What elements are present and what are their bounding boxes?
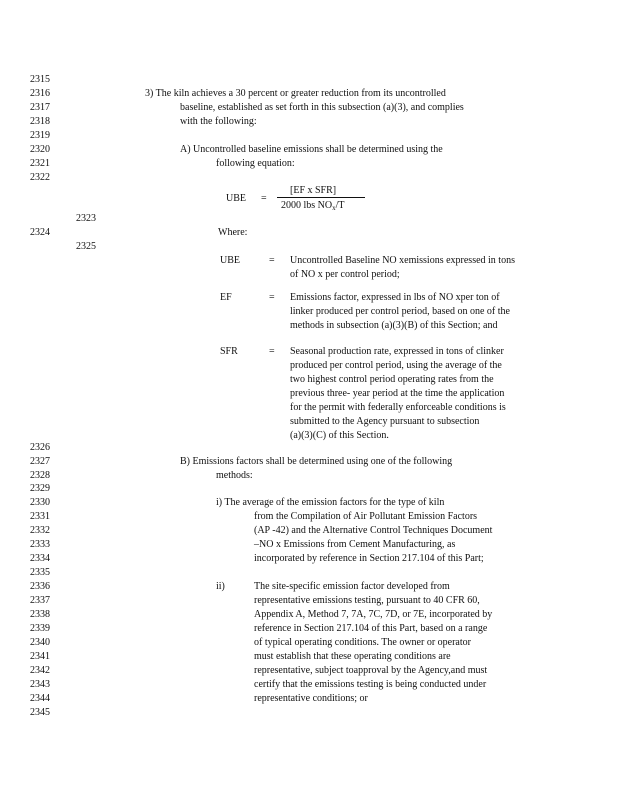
item-b-i-line: i) The average of the emission factors for the type of kiln: [216, 497, 445, 508]
item-b-i-line: from the Compilation of Air Pollutant Emission Factors: [254, 511, 478, 522]
line-number: 2345: [30, 707, 50, 718]
line-number: 2327: [30, 456, 50, 467]
line-number: 2341: [30, 651, 50, 662]
item-b-ii-line: representative, subject toapproval by the Agency,and must: [254, 665, 488, 676]
line-number: 2319: [30, 130, 50, 141]
item-b-ii-label: ii): [216, 581, 225, 592]
definition-equals: =: [269, 255, 275, 266]
item-3-line: baseline, established as set forth in this subsection (a)(3), and complies: [180, 102, 464, 113]
line-number: 2316: [30, 88, 50, 99]
item-b-line: B) Emissions factors shall be determined using one of the following: [180, 456, 453, 467]
definition-line: Seasonal production rate, expressed in tons of clinker: [290, 346, 504, 357]
item-a-line: A) Uncontrolled baseline emissions shall be determined using the: [180, 144, 443, 155]
line-number: 2321: [30, 158, 50, 169]
definition-line: submitted to the Agency pursuant to subsection: [290, 416, 480, 427]
item-b-ii-line: representative conditions; or: [254, 693, 368, 704]
line-number: 2342: [30, 665, 50, 676]
line-number: 2335: [30, 567, 50, 578]
item-a-line: following equation:: [216, 158, 295, 169]
definition-line: previous three- year period at the time the application: [290, 388, 505, 399]
definition-line: methods in subsection (a)(3)(B) of this Section; and: [290, 320, 498, 331]
line-number: 2315: [30, 74, 50, 85]
definition-equals: =: [269, 292, 275, 303]
item-b-ii-line: must establish that these operating conditions are: [254, 651, 451, 662]
item-b-ii-line: representative emissions testing, pursuant to 40 CFR 60,: [254, 595, 480, 606]
item-b-i-line: –NO x Emissions from Cement Manufacturing, as: [254, 539, 456, 550]
definition-term: UBE: [220, 255, 240, 266]
item-b-ii-line: reference in Section 217.104 of this Part, based on a range: [254, 623, 488, 634]
item-b-line: methods:: [216, 470, 253, 481]
equation-equals: =: [261, 193, 267, 204]
item-b-i-line: incorporated by reference in Section 217.104 of this Part;: [254, 553, 484, 564]
equation-denominator: 2000 lbs $NO_x/T$: [281, 200, 345, 212]
line-number: 2323: [76, 213, 96, 224]
line-number: 2329: [30, 483, 50, 494]
line-number: 2325: [76, 241, 96, 252]
item-b-ii-line: The site-specific emission factor developed from: [254, 581, 450, 592]
line-number: 2326: [30, 442, 50, 453]
definition-equals: =: [269, 346, 275, 357]
line-number: 2332: [30, 525, 50, 536]
definition-line: Emissions factor, expressed in lbs of NO xper ton of: [290, 292, 500, 303]
fraction-bar: [277, 197, 365, 198]
definition-line: (a)(3)(C) of this Section.: [290, 430, 389, 441]
line-number: 2330: [30, 497, 50, 508]
line-number: 2331: [30, 511, 50, 522]
line-number: 2343: [30, 679, 50, 690]
definition-line: two highest control period operating rates from the: [290, 374, 494, 385]
definition-line: for the permit with federally enforceable conditions is: [290, 402, 506, 413]
definition-line: Uncontrolled Baseline NO xemissions expressed in tons: [290, 255, 515, 266]
line-number: 2339: [30, 623, 50, 634]
line-number: 2324: [30, 227, 50, 238]
line-number: 2340: [30, 637, 50, 648]
line-number: 2322: [30, 172, 50, 183]
item-3-line: with the following:: [180, 116, 257, 127]
line-number: 2317: [30, 102, 50, 113]
line-number: 2318: [30, 116, 50, 127]
definition-line: linker produced per control period, based on one of the: [290, 306, 510, 317]
equation-numerator: [EF x SFR]: [290, 185, 337, 196]
definition-term: SFR: [220, 346, 238, 357]
line-number: 2334: [30, 553, 50, 564]
item-b-ii-line: Appendix A, Method 7, 7A, 7C, 7D, or 7E, incorporated by: [254, 609, 493, 620]
definition-line: of NO x per control period;: [290, 269, 400, 280]
line-number: 2344: [30, 693, 50, 704]
item-b-ii-line: certify that the emissions testing is being conducted under: [254, 679, 487, 690]
line-number: 2337: [30, 595, 50, 606]
item-b-i-line: (AP -42) and the Alternative Control Techniques Document: [254, 525, 493, 536]
line-number: 2336: [30, 581, 50, 592]
where-label: Where:: [218, 227, 248, 238]
equation-lhs: UBE: [226, 193, 246, 204]
line-number: 2320: [30, 144, 50, 155]
line-number: 2328: [30, 470, 50, 481]
definition-term: EF: [220, 292, 232, 303]
line-number: 2333: [30, 539, 50, 550]
line-number: 2338: [30, 609, 50, 620]
definition-line: produced per control period, using the average of the: [290, 360, 502, 371]
item-b-ii-line: of typical operating conditions. The owner or operator: [254, 637, 471, 648]
item-3-line: 3) The kiln achieves a 30 percent or greater reduction from its uncontrolled: [145, 88, 446, 99]
